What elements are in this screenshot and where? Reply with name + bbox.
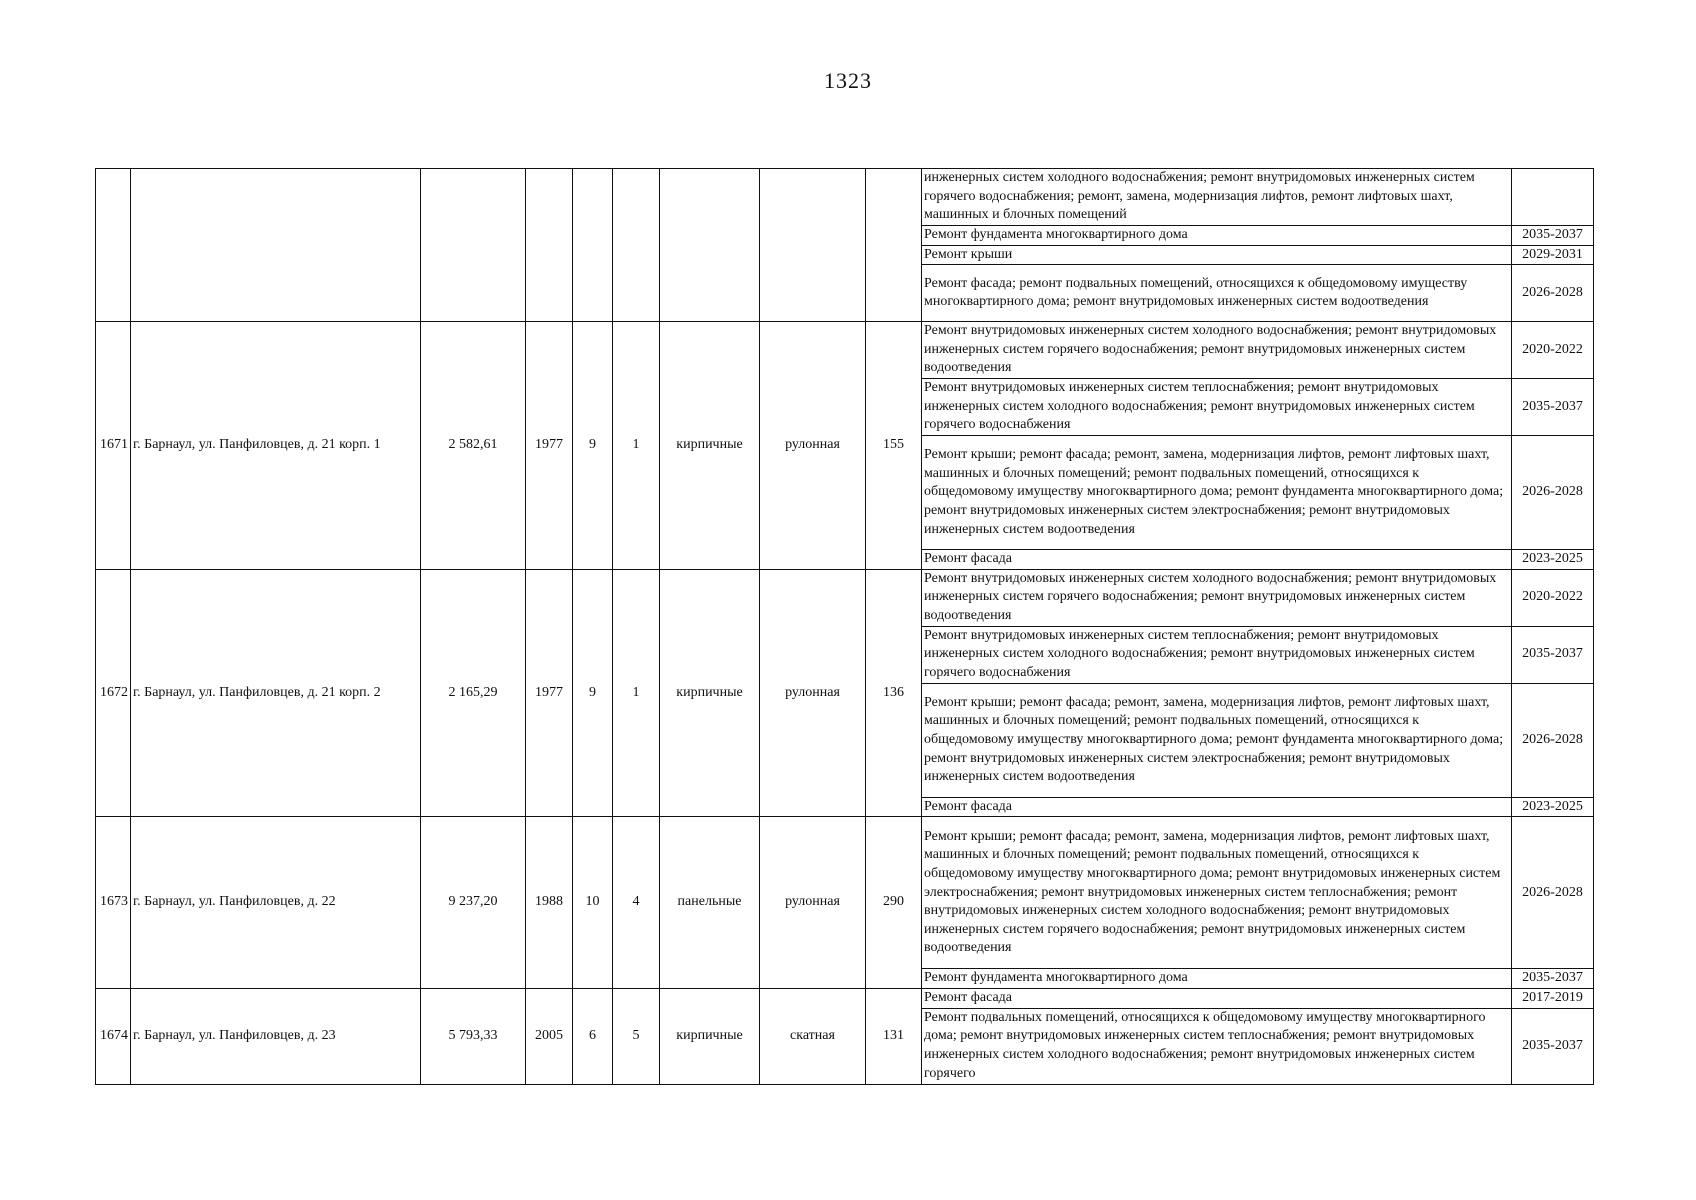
cell-walls: кирпичные: [660, 322, 760, 570]
cell-work: инженерных систем холодного водоснабжения; ремонт внутридомовых инженерных систем горячего водоснабжения; ремонт, замена, модернизация лифтов, ремонт лифтовых шахт, машинных и блочных помещений: [922, 169, 1512, 226]
cell-entrances: 5: [613, 988, 660, 1084]
cell-number: [96, 169, 131, 322]
cell-work: Ремонт фасада: [922, 988, 1512, 1008]
cell-work: Ремонт фундамента многоквартирного дома: [922, 969, 1512, 989]
cell-floors: [573, 169, 613, 322]
cell-period: 2026-2028: [1512, 265, 1594, 322]
cell-walls: панельные: [660, 817, 760, 989]
cell-floors: 9: [573, 322, 613, 570]
page-number: 1323: [824, 68, 872, 93]
cell-entrances: 4: [613, 817, 660, 989]
cell-period: 2020-2022: [1512, 322, 1594, 379]
house-registry-table: [95, 168, 1594, 1085]
cell-floors: 10: [573, 817, 613, 989]
cell-number: 1673: [96, 817, 131, 989]
cell-apartments: 155: [866, 322, 922, 570]
cell-walls: кирпичные: [660, 569, 760, 817]
cell-year: 2005: [526, 988, 573, 1084]
cell-apartments: 290: [866, 817, 922, 989]
cell-year: 1988: [526, 817, 573, 989]
cell-entrances: 1: [613, 569, 660, 817]
cell-period: 2029-2031: [1512, 245, 1594, 265]
cell-floors: 6: [573, 988, 613, 1084]
cell-work: Ремонт фундамента многоквартирного дома: [922, 226, 1512, 246]
cell-walls: [660, 169, 760, 322]
cell-apartments: [866, 169, 922, 322]
cell-period: 2026-2028: [1512, 436, 1594, 550]
cell-work: Ремонт крыши: [922, 245, 1512, 265]
cell-apartments: 131: [866, 988, 922, 1084]
table-row: [96, 569, 1594, 626]
cell-roof: скатная: [760, 988, 866, 1084]
cell-area: [421, 169, 526, 322]
cell-roof: [760, 169, 866, 322]
cell-period: 2035-2037: [1512, 626, 1594, 683]
cell-area: 2 582,61: [421, 322, 526, 570]
cell-address: г. Барнаул, ул. Панфиловцев, д. 23: [131, 988, 421, 1084]
cell-work: Ремонт фасада: [922, 797, 1512, 817]
cell-work: Ремонт фасада; ремонт подвальных помещений, относящихся к общедомовому имуществу многоквартирного дома; ремонт внутридомовых инженерных систем водоотведения: [922, 265, 1512, 322]
cell-work: Ремонт внутридомовых инженерных систем теплоснабжения; ремонт внутридомовых инженерных систем холодного водоснабжения; ремонт внутридомовых инженерных систем горячего водоснабжения: [922, 379, 1512, 436]
cell-period: [1512, 169, 1594, 226]
table-row: [96, 817, 1594, 969]
cell-period: 2035-2037: [1512, 1008, 1594, 1084]
cell-year: 1977: [526, 569, 573, 817]
cell-walls: кирпичные: [660, 988, 760, 1084]
cell-year: [526, 169, 573, 322]
cell-period: 2026-2028: [1512, 683, 1594, 797]
cell-address: г. Барнаул, ул. Панфиловцев, д. 21 корп. 2: [131, 569, 421, 817]
cell-year: 1977: [526, 322, 573, 570]
cell-period: 2035-2037: [1512, 379, 1594, 436]
cell-period: 2023-2025: [1512, 797, 1594, 817]
cell-number: 1672: [96, 569, 131, 817]
cell-area: 2 165,29: [421, 569, 526, 817]
cell-period: 2023-2025: [1512, 550, 1594, 570]
cell-work: Ремонт внутридомовых инженерных систем холодного водоснабжения; ремонт внутридомовых инженерных систем горячего водоснабжения; ремонт внутридомовых инженерных систем водоотведения: [922, 569, 1512, 626]
table-row: [96, 169, 1594, 226]
cell-area: 5 793,33: [421, 988, 526, 1084]
cell-period: 2026-2028: [1512, 817, 1594, 969]
cell-period: 2035-2037: [1512, 226, 1594, 246]
cell-number: 1671: [96, 322, 131, 570]
cell-work: Ремонт фасада: [922, 550, 1512, 570]
cell-address: [131, 169, 421, 322]
cell-floors: 9: [573, 569, 613, 817]
cell-work: Ремонт крыши; ремонт фасада; ремонт, замена, модернизация лифтов, ремонт лифтовых шахт, машинных и блочных помещений; ремонт подвальных помещений, относящихся к общедомовому имуществу многоквартирного дома; ремонт фундамента многоквартирного дома; ремонт внутридомовых инженерных систем электроснабжения; ремонт внутридомовых инженерных систем водоотведения: [922, 436, 1512, 550]
cell-roof: рулонная: [760, 569, 866, 817]
cell-number: 1674: [96, 988, 131, 1084]
cell-work: Ремонт внутридомовых инженерных систем холодного водоснабжения; ремонт внутридомовых инженерных систем горячего водоснабжения; ремонт внутридомовых инженерных систем водоотведения: [922, 322, 1512, 379]
cell-period: 2020-2022: [1512, 569, 1594, 626]
table-row: [96, 322, 1594, 379]
cell-roof: рулонная: [760, 817, 866, 989]
cell-entrances: 1: [613, 322, 660, 570]
cell-period: 2035-2037: [1512, 969, 1594, 989]
cell-area: 9 237,20: [421, 817, 526, 989]
cell-apartments: 136: [866, 569, 922, 817]
cell-entrances: [613, 169, 660, 322]
cell-roof: рулонная: [760, 322, 866, 570]
cell-period: 2017-2019: [1512, 988, 1594, 1008]
cell-work: Ремонт подвальных помещений, относящихся к общедомовому имуществу многоквартирного дома; ремонт внутридомовых инженерных систем теплоснабжения; ремонт внутридомовых инженерных систем холодного водоснабжения; ремонт внутридомовых инженерных систем горячего: [922, 1008, 1512, 1084]
cell-work: Ремонт крыши; ремонт фасада; ремонт, замена, модернизация лифтов, ремонт лифтовых шахт, машинных и блочных помещений; ремонт подвальных помещений, относящихся к общедомовому имуществу многоквартирного дома; ремонт фундамента многоквартирного дома; ремонт внутридомовых инженерных систем электроснабжения; ремонт внутридомовых инженерных систем водоотведения: [922, 683, 1512, 797]
cell-work: Ремонт крыши; ремонт фасада; ремонт, замена, модернизация лифтов, ремонт лифтовых шахт, машинных и блочных помещений; ремонт подвальных помещений, относящихся к общедомовому имуществу многоквартирного дома; ремонт внутридомовых инженерных систем электроснабжения; ремонт внутридомовых инженерных систем теплоснабжения; ремонт внутридомовых инженерных систем холодного водоснабжения; ремонт внутридомовых инженерных систем горячего водоснабжения; ремонт внутридомовых инженерных систем водоотведения: [922, 817, 1512, 969]
cell-work: Ремонт внутридомовых инженерных систем теплоснабжения; ремонт внутридомовых инженерных систем холодного водоснабжения; ремонт внутридомовых инженерных систем горячего водоснабжения: [922, 626, 1512, 683]
table-row: [96, 988, 1594, 1008]
cell-address: г. Барнаул, ул. Панфиловцев, д. 22: [131, 817, 421, 989]
cell-address: г. Барнаул, ул. Панфиловцев, д. 21 корп. 1: [131, 322, 421, 570]
